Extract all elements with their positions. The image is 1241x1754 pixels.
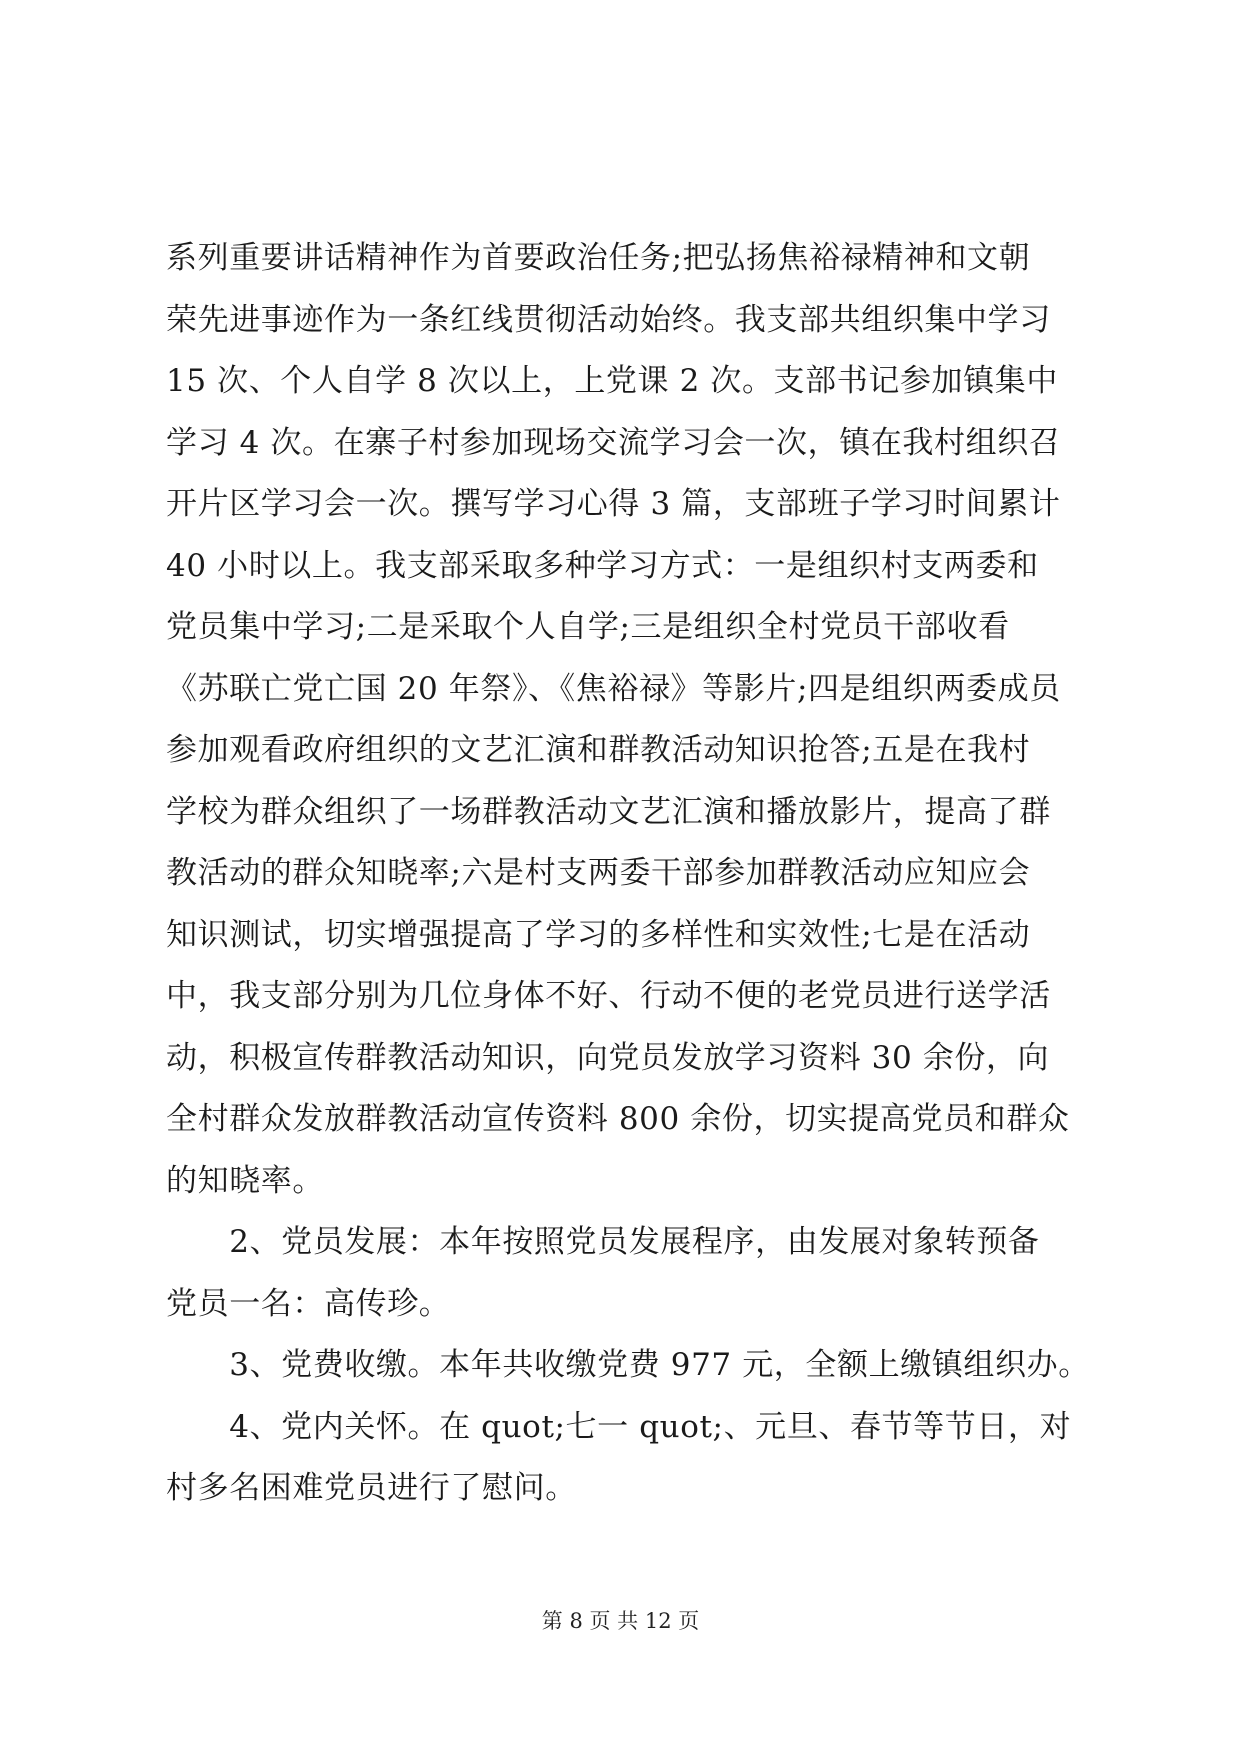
text-line: 知识测试，切实增强提高了学习的多样性和实效性;七是在活动 bbox=[166, 916, 1031, 953]
text-line: 党员一名：高传珍。 bbox=[166, 1285, 451, 1322]
text-line: 开片区学习会一次。撰写学习心得 3 篇，支部班子学习时间累计 bbox=[166, 486, 1061, 522]
text-line: 学习 4 次。在寨子村参加现场交流学习会一次，镇在我村组织召 bbox=[166, 424, 1061, 461]
text-line: 党员集中学习;二是采取个人自学;三是组织全村党员干部收看 bbox=[166, 609, 1010, 645]
text-line: 系列重要讲话精神作为首要政治任务;把弘扬焦裕禄精神和文朝 bbox=[166, 240, 1031, 276]
text-line: 村多名困难党员进行了慰问。 bbox=[166, 1470, 577, 1506]
body-text bbox=[166, 228, 1090, 1520]
text-line: 动，积极宣传群教活动知识，向党员发放学习资料 30 余份，向 bbox=[166, 1039, 1050, 1076]
text-line: 全村群众发放群教活动宣传资料 800 余份，切实提高党员和群众 bbox=[166, 1101, 1070, 1137]
text-line: 中，我支部分别为几位身体不好、行动不便的老党员进行送学活 bbox=[166, 978, 1051, 1014]
text-line: 荣先进事迹作为一条红线贯彻活动始终。我支部共组织集中学习 bbox=[166, 301, 1051, 338]
text-line: 15 次、个人自学 8 次以上，上党课 2 次。支部书记参加镇集中 bbox=[166, 363, 1058, 399]
text-line: 2、党员发展：本年按照党员发展程序，由发展对象转预备 bbox=[166, 1224, 1040, 1260]
text-line: 的知晓率。 bbox=[166, 1162, 324, 1199]
text-line: 3、党费收缴。本年共收缴党费 977 元，全额上缴镇组织办。 bbox=[166, 1347, 1090, 1383]
text-line: 4、党内关怀。在 quot;七一 quot;、元旦、春节等节日，对 bbox=[166, 1408, 1072, 1445]
text-line: 教活动的群众知晓率;六是村支两委干部参加群教活动应知应会 bbox=[166, 855, 1031, 891]
text-line: 参加观看政府组织的文艺汇演和群教活动知识抢答;五是在我村 bbox=[166, 732, 1031, 768]
text-line: 学校为群众组织了一场群教活动文艺汇演和播放影片，提高了群 bbox=[166, 793, 1051, 830]
text-line: 40 小时以上。我支部采取多种学习方式：一是组织村支两委和 bbox=[166, 547, 1039, 584]
text-line: 《苏联亡党亡国 20 年祭》、《焦裕禄》等影片;四是组织两委成员 bbox=[166, 670, 1061, 707]
page-number-footer: 第 8 页 共 12 页 bbox=[541, 1609, 700, 1633]
